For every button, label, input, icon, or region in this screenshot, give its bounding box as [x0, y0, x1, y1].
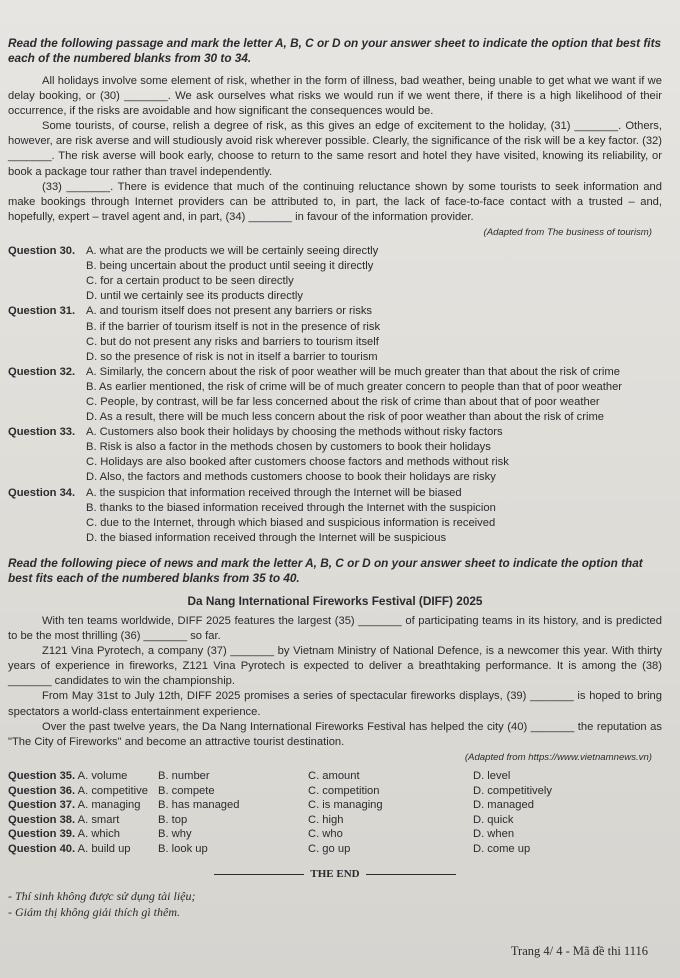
option-c[interactable]: C. is managing [308, 799, 383, 812]
end-marker [8, 867, 662, 882]
passage1-paragraph-2: Some tourists, of course, relish a degree of risk, as this gives an edge of excitement to the holiday, (31) _______. Others, however, are risk averse and will studiously avoid risk wherever possible. Clearly, the significance of the risk will be a key factor. (32) _______. The risk averse will book early, choose to return to the same resort and hotel they have visited, knowing its reliability, or book a package tour rather than travel independently. [8, 120, 662, 178]
passage1-paragraph-1: All holidays involve some element of risk, whether in the form of illness, bad weather, being unable to get what we want if we delay booking, or (30) _______. We ask ourselves what risks we would run if we went there, if there is a high likelihood of their occurrence, if the risks are avoidable and how significant the consequences would be. [8, 75, 662, 118]
question-block [8, 304, 662, 364]
answer-option[interactable]: A. the suspicion that information received through the Internet will be biased [86, 486, 462, 499]
end-text: THE END [310, 867, 360, 880]
answer-option[interactable]: C. but do not present any risks and barriers to tourism itself [86, 335, 379, 348]
answer-option[interactable]: C. due to the Internet, through which biased and suspicious information is received [86, 516, 496, 529]
passage1-paragraph-3: (33) _______. There is evidence that much of the continuing reluctance shown by some tourists to seek information and make bookings through Internet providers can be attributed to, in part, the lack of face-to-face contact with a trusted – and, hopefully, expert – travel agent and, in part, (34) _______ in favour of the information provider. [8, 180, 662, 223]
question-label: Question 34. [8, 486, 76, 499]
option-c[interactable]: C. who [308, 828, 343, 841]
option-b[interactable]: B. why [158, 828, 192, 841]
news-paragraph-3: From May 31st to July 12th, DIFF 2025 promises a series of spectacular fireworks displays, (39) _______ is hoped to bring spectators a world-class entertainment experience. [8, 690, 662, 718]
question-label: Question 38. [8, 813, 76, 826]
option-a[interactable]: A. smart [77, 813, 120, 826]
answer-option[interactable]: A. what are the products we will be certainly seeing directly [86, 245, 379, 258]
option-c[interactable]: C. high [308, 813, 344, 826]
question-label: Question 30. [8, 245, 76, 258]
news-paragraph-4: Over the past twelve years, the Da Nang International Fireworks Festival has helped the city (40) _______ the reputation as "The City of Fireworks" and become an attractive tourist destination. [8, 720, 662, 748]
question-cell [8, 798, 158, 813]
option-a[interactable]: A. competitive [77, 784, 148, 797]
question-label: Question 35. [8, 769, 76, 782]
answer-option[interactable]: D. so the presence of risk is not in itself a barrier to tourism [86, 350, 378, 363]
page-footer: Trang 4/ 4 - Mã đề thi 1116 [510, 944, 648, 958]
question-label: Question 36. [8, 784, 76, 797]
news-source: (Adapted from https://www.vietnamnews.vn) [464, 751, 652, 763]
answer-option[interactable]: B. Risk is also a factor in the methods chosen by customers to book their holidays [86, 441, 491, 454]
news-paragraph-2: Z121 Vina Pyrotech, a company (37) _______ by Vietnam Ministry of National Defence, is a newcomer this year. With thirty years of experience in fireworks, Z121 Vina Pyrotech is expected to deliver a breathtaking performance. It is among the (38) _______ candidates to win the championship. [8, 645, 662, 688]
end-divider-right [366, 874, 456, 875]
option-b[interactable]: B. compete [158, 784, 215, 797]
option-d[interactable]: D. when [473, 828, 515, 841]
section2-questions [8, 769, 662, 857]
answer-option[interactable]: C. for a certain product to be seen directly [86, 275, 294, 288]
question-label: Question 40. [8, 842, 76, 855]
option-a[interactable]: A. managing [77, 799, 141, 812]
answer-option[interactable]: A. Similarly, the concern about the risk of poor weather will be much greater than that about the risk of crime [86, 365, 620, 378]
option-d[interactable]: D. come up [473, 842, 531, 855]
question-label: Question 31. [8, 305, 76, 318]
question-cell [8, 842, 158, 857]
note-1: - Thí sinh không được sử dụng tài liệu; [8, 888, 196, 903]
end-divider-left [214, 874, 304, 875]
option-d[interactable]: D. level [473, 769, 511, 782]
answer-option[interactable]: D. As a result, there will be much less concern about the risk of poor weather than about the risk of crime [86, 411, 604, 424]
option-b[interactable]: B. has managed [158, 799, 240, 812]
question-label: Question 32. [8, 365, 76, 378]
question-cell [8, 813, 158, 828]
answer-option[interactable]: C. People, by contrast, will be far less concerned about the risk of crime than about that of poor weather [86, 395, 600, 408]
section1-questions [8, 244, 662, 546]
question-block [8, 244, 662, 304]
option-c[interactable]: C. amount [308, 769, 360, 782]
note-2: - Giám thị không giải thích gì thêm. [8, 904, 180, 919]
option-d[interactable]: D. competitively [473, 784, 552, 797]
option-b[interactable]: B. look up [158, 842, 208, 855]
section1-instruction: Read the following passage and mark the letter A, B, C or D on your answer sheet to indicate the option that best fits each of the numbered blanks from 30 to 34. [8, 36, 662, 65]
question-block [8, 425, 662, 485]
answer-option[interactable]: B. As earlier mentioned, the risk of crime will be of much greater concern to people than that of poor weather [86, 380, 623, 393]
option-b[interactable]: B. number [158, 769, 210, 782]
news-title: Da Nang International Fireworks Festival (DIFF) 2025 [187, 593, 483, 608]
question-label: Question 37. [8, 799, 76, 812]
answer-option[interactable]: A. Customers also book their holidays by choosing the methods without risky factors [86, 426, 503, 439]
option-a[interactable]: A. volume [77, 769, 128, 782]
option-a[interactable]: A. build up [77, 842, 131, 855]
option-c[interactable]: C. go up [308, 842, 351, 855]
option-a[interactable]: A. which [77, 828, 120, 841]
answer-option[interactable]: D. Also, the factors and methods customers choose to book their holidays are risky [86, 471, 496, 484]
question-cell [8, 769, 158, 784]
question-block [8, 365, 662, 425]
passage1-source: (Adapted from The business of tourism) [483, 226, 652, 238]
question-label: Question 39. [8, 828, 76, 841]
news-paragraph-1: With ten teams worldwide, DIFF 2025 features the largest (35) _______ of participating teams in its history, and is predicted to be the most thrilling (36) _______ so far. [8, 615, 662, 643]
question-label: Question 33. [8, 426, 76, 439]
question-block [8, 486, 662, 546]
answer-option[interactable]: B. being uncertain about the product until seeing it directly [86, 260, 374, 273]
answer-option[interactable]: D. the biased information received through the Internet will be suspicious [86, 531, 447, 544]
answer-option[interactable]: B. thanks to the biased information received through the Internet with the suspicion [86, 501, 496, 514]
option-d[interactable]: D. managed [473, 799, 534, 812]
answer-option[interactable]: A. and tourism itself does not present any barriers or risks [86, 305, 373, 318]
option-b[interactable]: B. top [158, 813, 188, 826]
answer-option[interactable]: D. until we certainly see its products directly [86, 290, 303, 303]
answer-option[interactable]: B. if the barrier of tourism itself is not in the presence of risk [86, 320, 381, 333]
option-d[interactable]: D. quick [473, 813, 514, 826]
question-cell [8, 827, 158, 842]
option-c[interactable]: C. competition [308, 784, 380, 797]
answer-option[interactable]: C. Holidays are also booked after customers choose factors and methods without risk [86, 456, 509, 469]
question-cell [8, 784, 158, 799]
section2-instruction: Read the following piece of news and mark the letter A, B, C or D on your answer sheet to indicate the option that best fits each of the numbered blanks from 35 to 40. [8, 555, 643, 585]
